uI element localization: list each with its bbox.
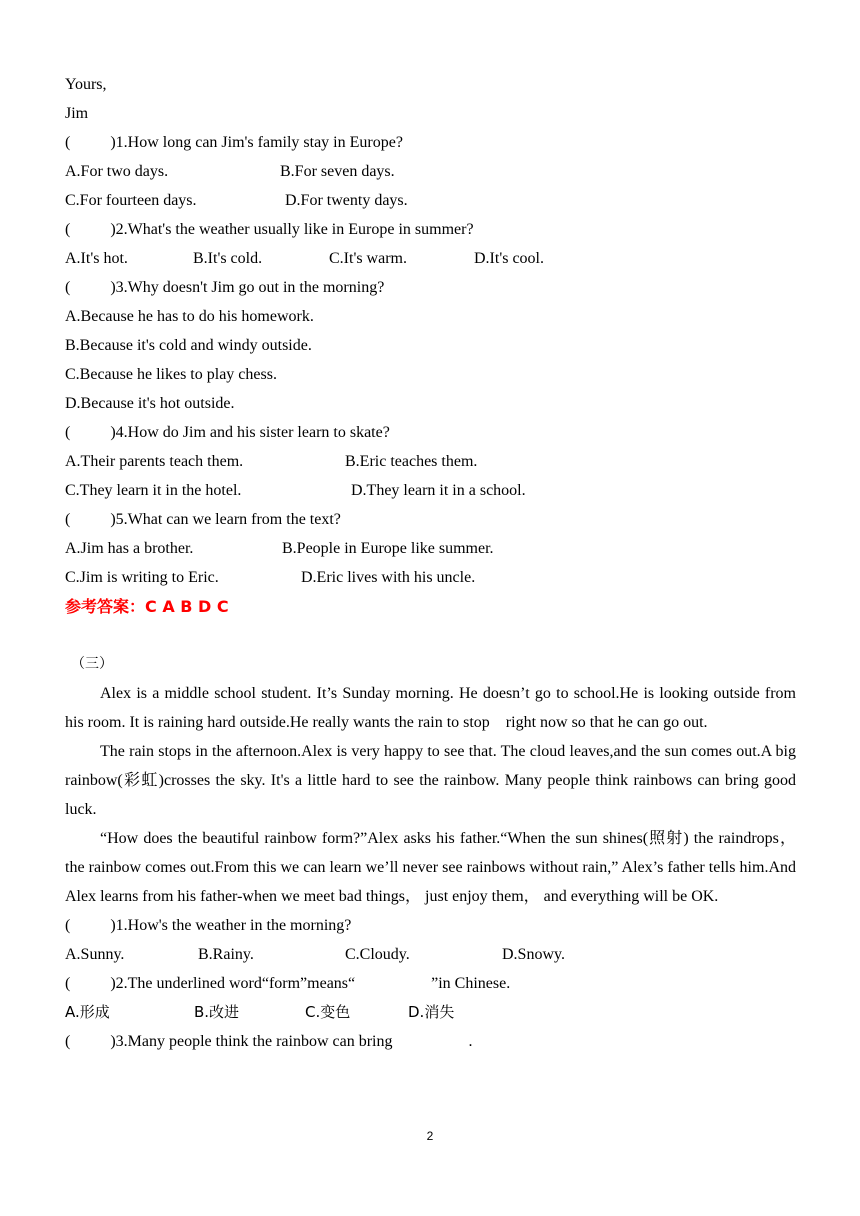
option-d: D.Because it's hot outside. <box>65 395 235 412</box>
question-stem: ( )1.How long can Jim's family stay in Europe? <box>65 134 403 151</box>
question-stem: ( )5.What can we learn from the text? <box>65 511 341 528</box>
option-a: A.Sunny. <box>65 946 125 963</box>
page-number: 2 <box>426 1129 434 1143</box>
option-row <box>65 186 796 215</box>
option-d: D.It's cool. <box>474 250 544 267</box>
option-row <box>65 244 796 273</box>
option-b: B.For seven days. <box>280 163 395 180</box>
option-row <box>65 447 796 476</box>
section-spacer <box>65 621 796 650</box>
passage-paragraph: “How does the beautiful rainbow form?”Alex asks his father.“When the sun shines(照射) the raindrops，the rainbow comes out.From this we can learn we’ll never see rainbows without rain,” Alex’s father tells him.And Alex learns from his father-when we meet bad things， just enjoy them， and everything will be OK. <box>65 830 796 905</box>
section-title: （三） <box>71 656 113 672</box>
passage-paragraph: The rain stops in the afternoon.Alex is very happy to see that. The cloud leaves,and the sun comes out.A big rainbow(彩虹)crosses the sky. It's a little hard to see the rainbow. Many people think rainbows can bring good luck. <box>65 743 796 818</box>
option-row <box>65 940 796 969</box>
option-a: A.形成 <box>65 1003 110 1021</box>
option-a: A.Jim has a brother. <box>65 540 194 557</box>
option-b: B.改进 <box>194 1003 240 1021</box>
option-a: A.It's hot. <box>65 250 128 267</box>
letter-sign-off: Yours, <box>65 76 107 93</box>
option-d: D.消失 <box>408 1003 455 1021</box>
option-a: A.For two days. <box>65 163 169 180</box>
option-d: D.Eric lives with his uncle. <box>301 569 476 586</box>
option-b: B.People in Europe like summer. <box>282 540 494 557</box>
letter-signature: Jim <box>65 105 89 122</box>
option-c: C.It's warm. <box>329 250 407 267</box>
option-a: A.Their parents teach them. <box>65 453 244 470</box>
option-c: C.For fourteen days. <box>65 192 197 209</box>
option-d: D.They learn it in a school. <box>351 482 526 499</box>
option-c: C.Jim is writing to Eric. <box>65 569 219 586</box>
option-row <box>65 998 796 1027</box>
option-b: B.Because it's cold and windy outside. <box>65 337 312 354</box>
question-stem: ( )2.What's the weather usually like in Europe in summer? <box>65 221 474 238</box>
option-b: B.It's cold. <box>193 250 263 267</box>
option-d: D.Snowy. <box>502 946 565 963</box>
option-c: C.They learn it in the hotel. <box>65 482 242 499</box>
option-row <box>65 157 796 186</box>
option-d: D.For twenty days. <box>285 192 408 209</box>
option-c: C.变色 <box>305 1003 351 1021</box>
option-row <box>65 534 796 563</box>
question-stem: ( )3.Many people think the rainbow can bring . <box>65 1033 473 1050</box>
question-stem: ( )1.How's the weather in the morning? <box>65 917 352 934</box>
option-b: B.Rainy. <box>198 946 254 963</box>
option-c: C.Cloudy. <box>345 946 410 963</box>
option-c: C.Because he likes to play chess. <box>65 366 277 383</box>
answer-key: 参考答案：C A B D C <box>65 597 229 616</box>
question-stem: ( )4.How do Jim and his sister learn to skate? <box>65 424 390 441</box>
option-a: A.Because he has to do his homework. <box>65 308 314 325</box>
question-stem: ( )3.Why doesn't Jim go out in the morning? <box>65 279 385 296</box>
option-b: B.Eric teaches them. <box>345 453 478 470</box>
option-row <box>65 476 796 505</box>
passage-paragraph: Alex is a middle school student. It’s Sunday morning. He doesn’t go to school.He is looking outside from his room. It is raining hard outside.He really wants the rain to stop right now so that he can go out. <box>65 685 800 731</box>
option-row <box>65 563 796 592</box>
question-stem: ( )2.The underlined word“form”means“ ”in Chinese. <box>65 975 511 992</box>
document-page <box>65 70 800 1056</box>
